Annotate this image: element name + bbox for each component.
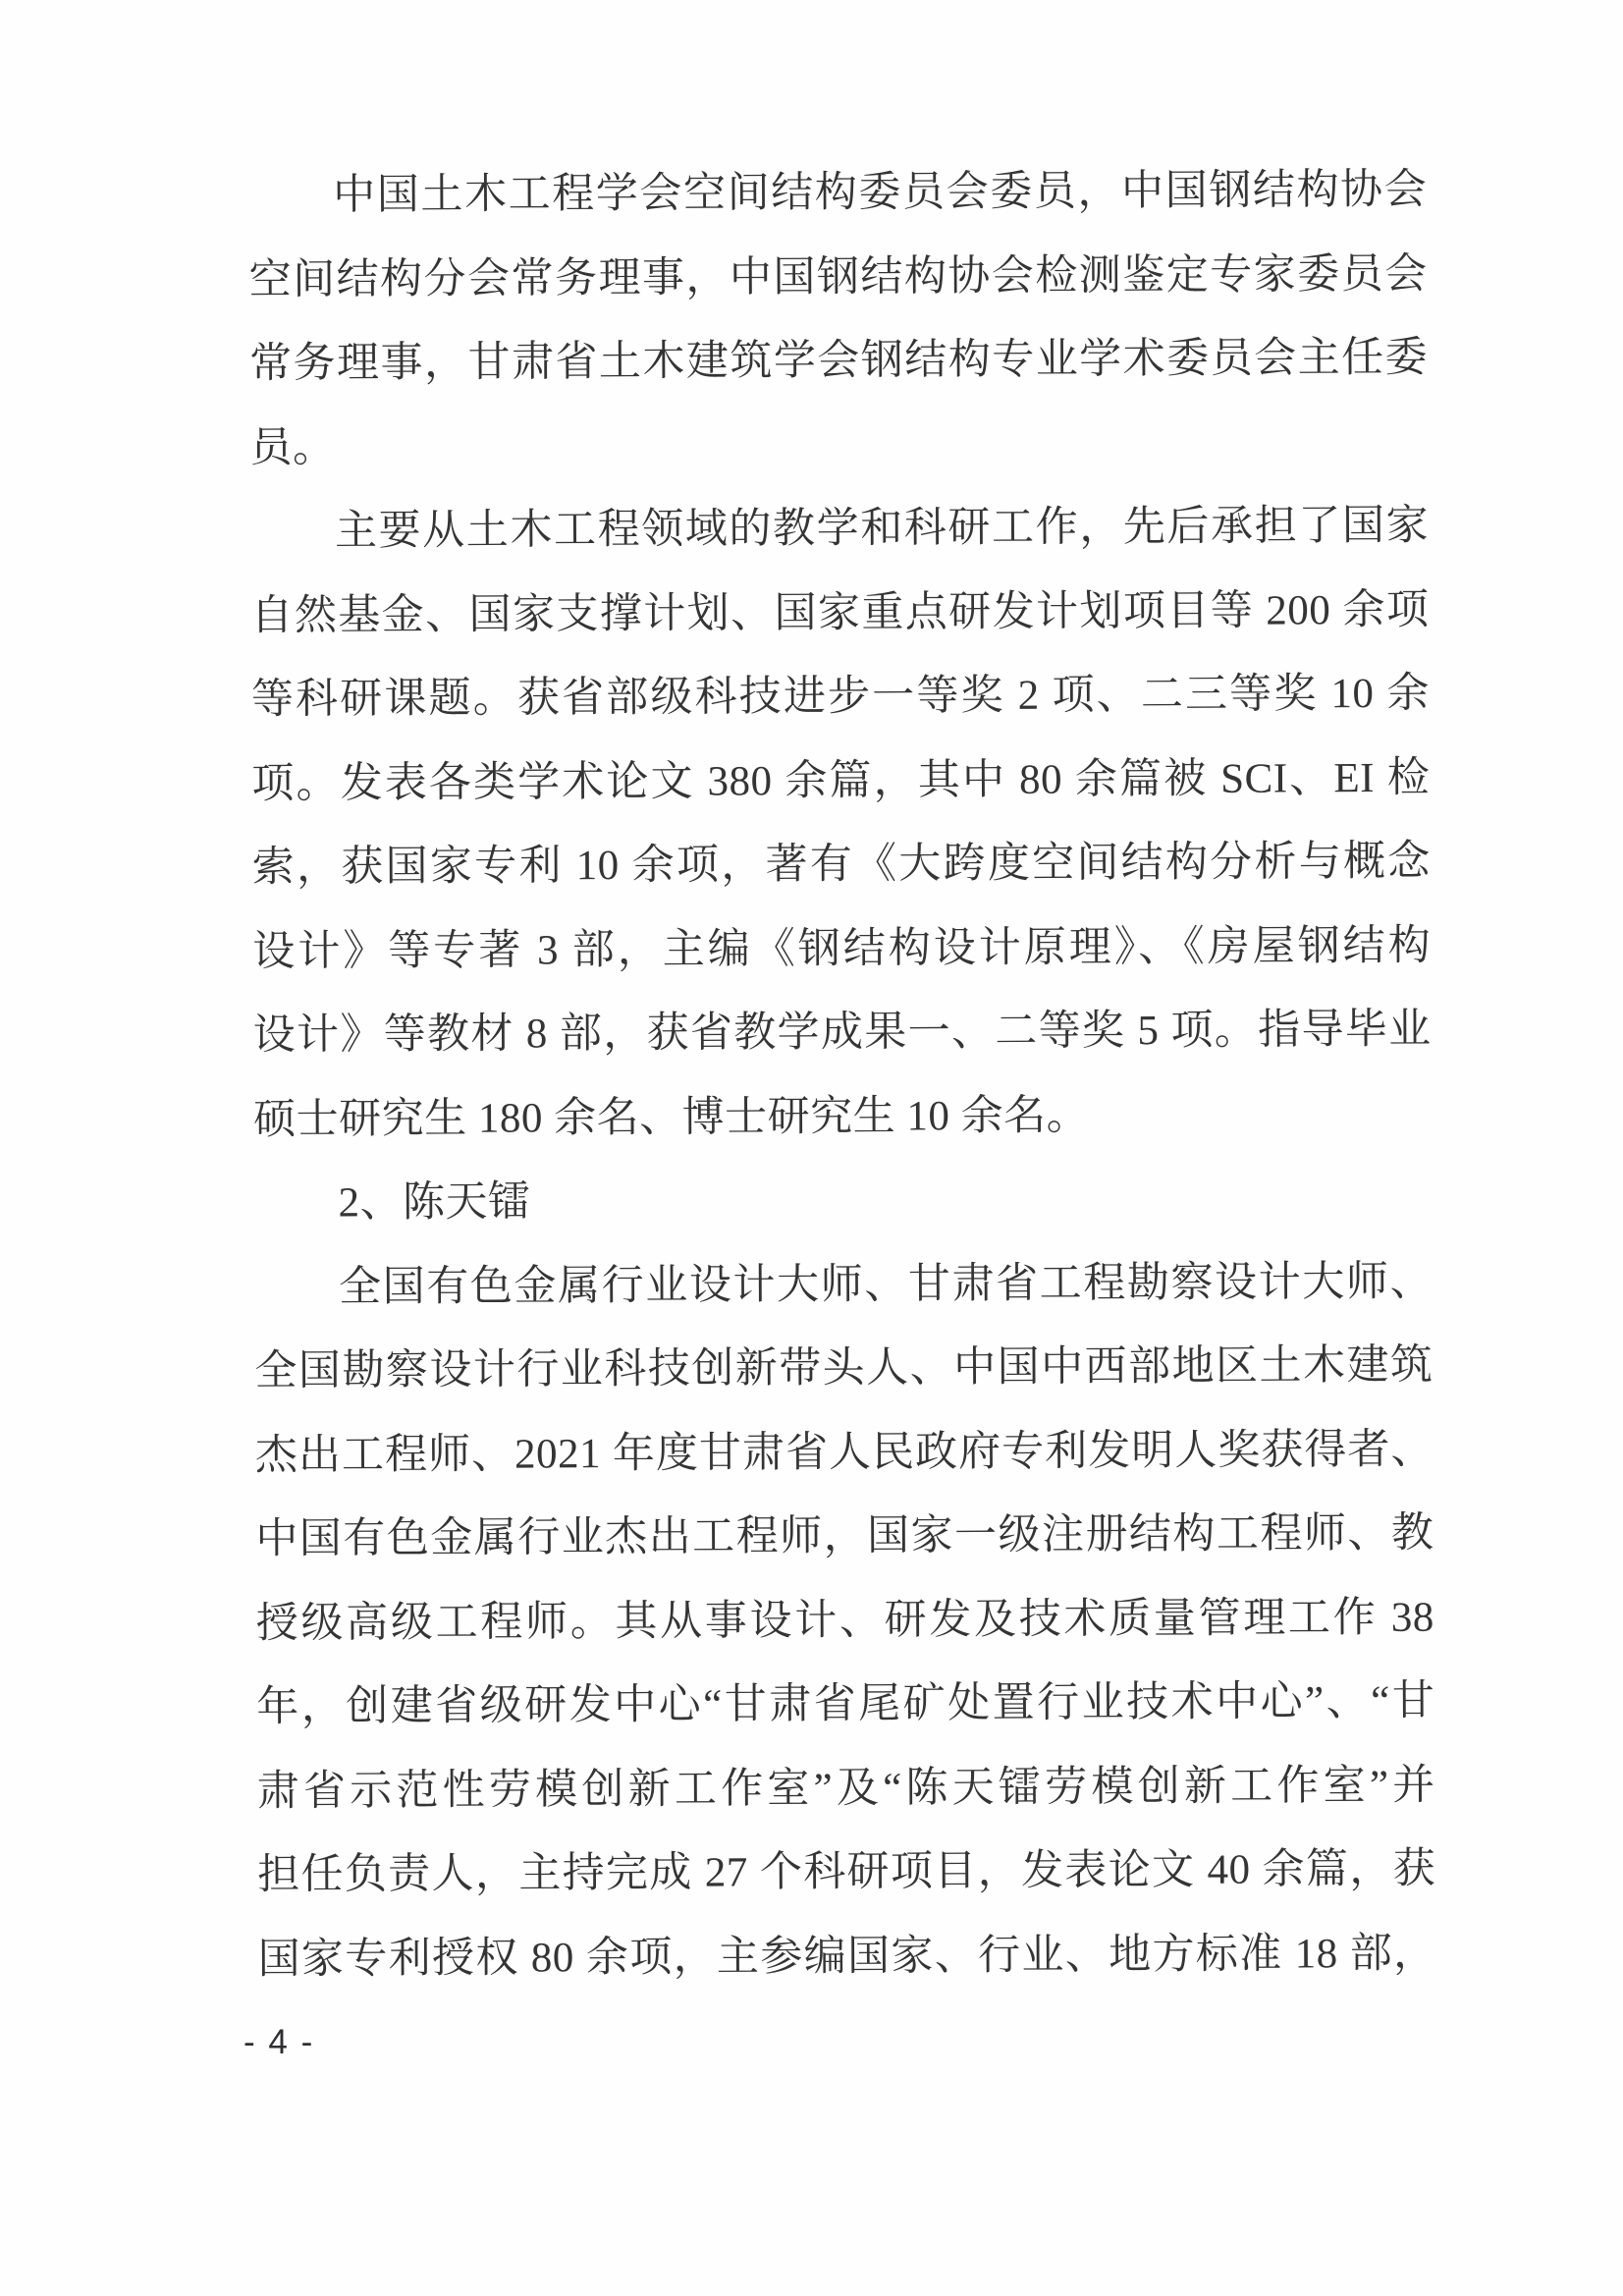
text-line: 项。发表各类学术论文 380 余篇，其中 80 余篇被 SCI、EI 检 — [251, 754, 1431, 807]
text-line: 中国土木工程学会空间结构委员会委员，中国钢结构协会 — [333, 166, 1428, 219]
text-line: 肃省示范性劳模创新工作室”及“陈天镭劳模创新工作室”并 — [256, 1762, 1435, 1815]
page-number: - 4 - — [243, 2023, 315, 2061]
text-line: 设计》等专著 3 部，主编《钢结构设计原理》、《房屋钢结构 — [252, 922, 1432, 975]
paragraph — [250, 484, 1433, 1162]
text-line: 自然基金、国家支撑计划、国家重点研发计划项目等 200 余项 — [250, 586, 1430, 639]
text-line: 2、陈天镭 — [338, 1178, 531, 1227]
text-line: 担任负责人，主持完成 27 个科研项目，发表论文 40 余篇，获 — [257, 1845, 1436, 1898]
text-line: 等科研课题。获省部级科技进步一等奖 2 项、二三等奖 10 余 — [250, 670, 1431, 723]
text-line: 全国勘察设计行业科技创新带头人、中国中西部地区土木建筑 — [254, 1341, 1434, 1394]
text-line: 空间结构分会常务理事，中国钢结构协会检测鉴定专家委员会 — [248, 250, 1428, 303]
paragraph — [254, 1239, 1436, 2001]
text-line: 年，创建省级研发中心“甘肃省尾矿处置行业技术中心”、“甘 — [256, 1677, 1435, 1730]
text-line: 国家专利授权 80 余项，主参编国家、行业、地方标准 18 部， — [257, 1930, 1436, 1983]
text-line: 硕士研究生 180 余名、博士研究生 10 余名。 — [253, 1092, 1090, 1143]
document-body — [248, 148, 1436, 2001]
text-line: 员。 — [249, 424, 336, 471]
text-line: 杰出工程师、2021 年度甘肃省人民政府专利发明人奖获得者、 — [254, 1426, 1434, 1479]
text-line: 索，获国家专利 10 余项，著有《大跨度空间结构分析与概念 — [251, 838, 1431, 891]
text-line: 中国有色金属行业杰出工程师，国家一级注册结构工程师、教 — [255, 1509, 1434, 1562]
paragraph — [253, 1156, 1432, 1246]
paragraph — [248, 148, 1429, 490]
text-line: 授级高级工程师。其从事设计、研发及技术质量管理工作 38 — [255, 1594, 1434, 1647]
text-line: 主要从土木工程领域的教学和科研工作，先后承担了国家 — [334, 502, 1430, 555]
text-line: 设计》等教材 8 部，获省教学成果一、二等奖 5 项。指导毕业 — [252, 1006, 1432, 1059]
text-line: 常务理事，甘肃省土木建筑学会钢结构专业学术委员会主任委 — [248, 334, 1429, 387]
text-line: 全国有色金属行业设计大师、甘肃省工程勘察设计大师、 — [338, 1258, 1434, 1311]
